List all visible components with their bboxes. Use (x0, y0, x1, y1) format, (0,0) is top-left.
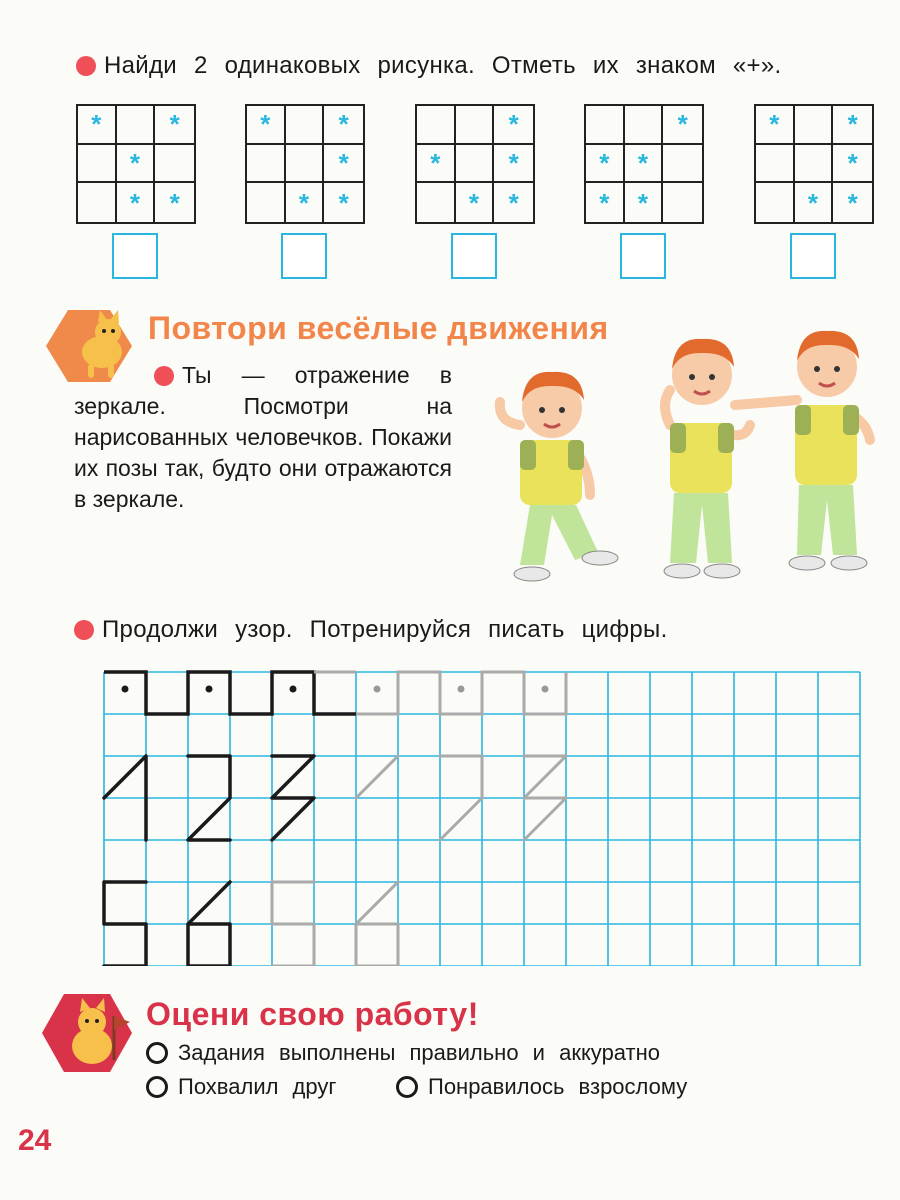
boy-3 (735, 331, 870, 570)
empty-cell (756, 145, 795, 184)
pattern-grid-2 (245, 104, 365, 224)
empty-cell (286, 145, 325, 184)
empty-cell (586, 106, 625, 145)
empty-cell (625, 106, 664, 145)
pattern-grid-1 (76, 104, 196, 224)
radio-circle-icon[interactable] (146, 1076, 168, 1098)
boys-illustration (480, 330, 880, 590)
star-cell: * (494, 106, 533, 145)
empty-cell (78, 145, 117, 184)
mirror-text: Ты — отражение в зеркале. Посмотри на нарисованных человечков. Покажи их позы так, будто они отражаются в зеркале. (74, 362, 452, 512)
option-label: Понравилось взрослому (428, 1074, 688, 1099)
radio-circle-icon[interactable] (146, 1042, 168, 1064)
empty-cell (795, 106, 834, 145)
star-cell: * (247, 106, 286, 145)
star-cell: * (324, 145, 363, 184)
empty-cell (663, 145, 702, 184)
empty-cell (247, 145, 286, 184)
star-cell: * (117, 183, 156, 222)
empty-cell (78, 183, 117, 222)
task3-instruction (74, 616, 668, 644)
boy-2 (664, 339, 750, 578)
empty-cell (417, 183, 456, 222)
star-cell: * (663, 106, 702, 145)
pattern-grid-5 (754, 104, 874, 224)
star-cell: * (833, 106, 872, 145)
page-number: 24 (18, 1124, 52, 1157)
section2-title: Повтори весёлые движения (148, 310, 609, 346)
self-check-option-1[interactable] (146, 1040, 660, 1066)
star-cell: * (417, 145, 456, 184)
star-cell: * (169, 187, 180, 218)
pattern-grid-4 (584, 104, 704, 224)
task1-instruction (76, 52, 781, 80)
star-cell: * (456, 183, 495, 222)
self-check-option-2[interactable] (146, 1074, 336, 1100)
option-label: Похвалил друг (178, 1074, 337, 1099)
mirror-instruction (74, 360, 452, 515)
digit-pattern-grid[interactable] (102, 670, 874, 966)
star-cell: * (155, 106, 194, 145)
radio-circle-icon[interactable] (396, 1076, 418, 1098)
star-cell: * (324, 106, 363, 145)
self-check-option-3[interactable] (396, 1074, 687, 1100)
star-cell: * (625, 183, 664, 222)
empty-cell (795, 145, 834, 184)
star-cell: * (795, 183, 834, 222)
star-cell: * (117, 145, 156, 184)
empty-cell (456, 145, 495, 184)
star-cell: * (494, 145, 533, 184)
star-cell: * (78, 106, 117, 145)
empty-cell (155, 145, 194, 184)
answer-box-3[interactable] (451, 233, 497, 279)
empty-cell (756, 183, 795, 222)
pattern-grid-3 (415, 104, 535, 224)
boy-1 (500, 372, 618, 581)
star-cell: * (833, 145, 872, 184)
star-cell: * (586, 145, 625, 184)
star-cell: * (847, 187, 858, 218)
star-cell: * (508, 187, 519, 218)
empty-cell (247, 183, 286, 222)
empty-cell (663, 183, 702, 222)
answer-box-4[interactable] (620, 233, 666, 279)
star-cell: * (625, 145, 664, 184)
empty-cell (117, 106, 156, 145)
answer-box-1[interactable] (112, 233, 158, 279)
star-cell: * (286, 183, 325, 222)
empty-cell (286, 106, 325, 145)
answer-box-2[interactable] (281, 233, 327, 279)
bullet-icon (154, 366, 174, 386)
cat-flag-icon (40, 990, 136, 1076)
answer-box-5[interactable] (790, 233, 836, 279)
task3-text: Продолжи узор. Потренируйся писать цифры. (102, 616, 668, 643)
empty-cell (417, 106, 456, 145)
star-cell: * (756, 106, 795, 145)
task1-text: Найди 2 одинаковых рисунка. Отметь их знаком «+». (104, 52, 782, 79)
star-cell: * (338, 187, 349, 218)
bullet-icon (76, 56, 96, 76)
star-cell: * (586, 183, 625, 222)
bullet-icon (74, 620, 94, 640)
empty-cell (456, 106, 495, 145)
option-label: Задания выполнены правильно и аккуратно (178, 1040, 661, 1065)
section4-title: Оцени свою работу! (146, 996, 479, 1032)
